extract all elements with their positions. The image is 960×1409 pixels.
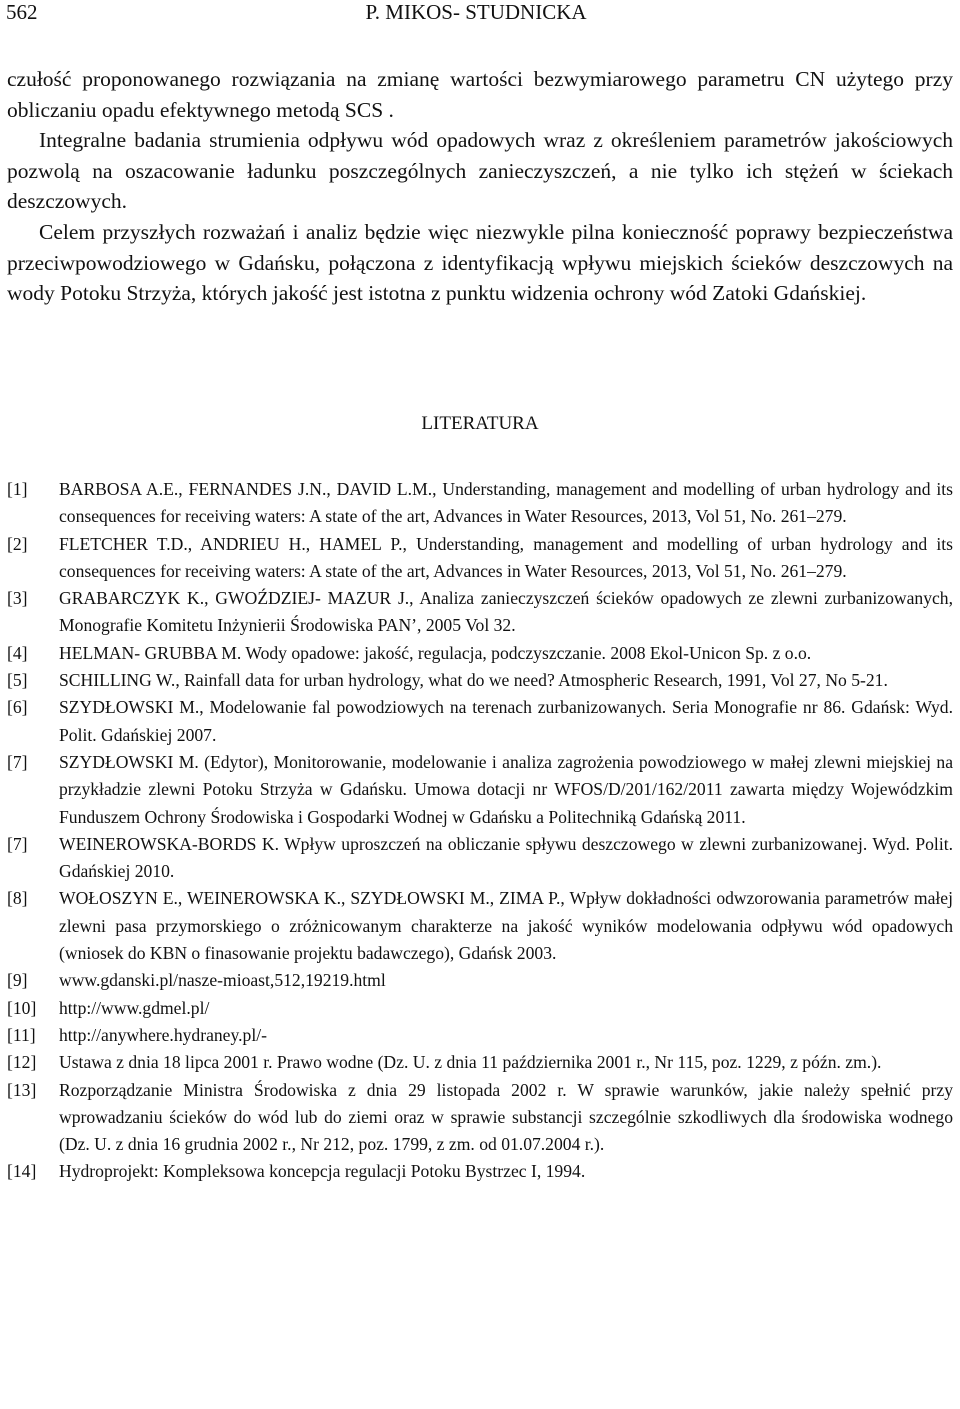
reference-text: WEINEROWSKA-BORDS K. Wpływ uproszczeń na obliczanie spływu deszczowego w zlewni zurbanizowanej. Wyd. Polit. Gdańskiej 2010. — [59, 833, 953, 882]
reference-number: [1] — [7, 479, 28, 499]
paragraph: czułość proponowanego rozwiązania na zmianę wartości bezwymiarowego parametru CN użytego przy obliczaniu opadu efektywnego metodą SCS . — [7, 67, 953, 122]
reference-number: [13] — [7, 1079, 37, 1100]
reference-text: HELMAN- GRUBBA M. Wody opadowe: jakość, regulacja, podczyszczanie. 2008 Ekol-Unicon Sp. z o.o. — [59, 642, 812, 663]
reference-number: [9] — [7, 970, 28, 991]
reference-number: [6] — [7, 697, 28, 718]
reference-item — [7, 476, 953, 531]
reference-item — [7, 1049, 953, 1076]
reference-text: SZYDŁOWSKI M. (Edytor), Monitorowanie, modelowanie i analiza zagrożenia powodziowego w małej zlewni miejskiej na przykładzie zlewni Potoku Strzyża w Gdańsku. Umowa dotacji nr WFOS/D/201/162/2011 zawarta między Wojewódzkim Funduszem Ochrony Środowiska i Gospodarki Wodnej w Gdańsku a Politechniką Gdańską 2011. — [59, 751, 953, 827]
reference-item — [7, 531, 953, 586]
reference-number: [10] — [7, 997, 37, 1018]
reference-text: FLETCHER T.D., ANDRIEU H., HAMEL P., Understanding, management and modelling of urban hydrology and its consequences for receiving waters: A state of the art, Advances in Water Resources, 2013, Vol 51, No. 261–279. — [59, 533, 953, 581]
reference-item — [7, 1077, 953, 1159]
reference-item — [7, 1022, 953, 1049]
reference-link[interactable]: http://www.gdmel.pl/ — [59, 997, 210, 1018]
reference-item — [7, 585, 953, 640]
reference-item — [7, 667, 953, 694]
reference-item — [7, 967, 953, 994]
page-number: 562 — [6, 0, 38, 24]
reference-text: WOŁOSZYN E., WEINEROWSKA K., SZYDŁOWSKI M., ZIMA P., Wpływ dokładności odwzorowania parametrów małej zlewni pasa przymorskiego o zróżnicowanym charakterze na jakość wyników modelowania odpływu wód opadowych (wniosek do KBN o finasowanie projektu badawczego), Gdańsk 2003. — [59, 888, 953, 964]
page-header — [6, 0, 946, 30]
reference-text: BARBOSA A.E., FERNANDES J.N., DAVID L.M., Understanding, management and modelling of urban hydrology and its consequences for receiving waters: A state of the art, Advances in Water Resources, 2013, Vol 51, No. 261–279. — [59, 479, 953, 527]
reference-number: [8] — [7, 888, 28, 909]
reference-number: [12] — [7, 1052, 37, 1073]
reference-number: [5] — [7, 670, 28, 691]
body-text — [7, 64, 953, 309]
reference-item — [7, 885, 953, 967]
reference-number: [3] — [7, 588, 28, 609]
reference-text: Rozporządzanie Ministra Środowiska z dnia 29 listopada 2002 r. W sprawie warunków, jakie należy spełnić przy wprowadzaniu ścieków do wód lub do ziemi oraz w sprawie substancji szczególnie szkodliwych dla środowiska wodnego (Dz. U. z dnia 16 grudnia 2002 r., Nr 212, poz. 1799, z zm. od 01.07.2004 r.). — [59, 1079, 953, 1155]
reference-item — [7, 1158, 953, 1185]
reference-item — [7, 995, 953, 1022]
reference-text: Ustawa z dnia 18 lipca 2001 r. Prawo wodne (Dz. U. z dnia 11 października 2001 r., Nr 115, poz. 1229, z późn. zm.). — [59, 1052, 882, 1073]
paragraph: Celem przyszłych rozważań i analiz będzie więc niezwykle pilna konieczność poprawy bezpieczeństwa przeciwpowodziowego w Gdańsku, połączona z identyfikacją wpływu miejskich ścieków deszczowych na wody Potoku Strzyża, których jakość jest istotna z punktu widzenia ochrony wód Zatoki Gdańskiej. — [7, 219, 953, 306]
reference-number: [7] — [7, 833, 28, 854]
reference-link[interactable]: http://anywhere.hydraney.pl/- — [59, 1024, 267, 1045]
literature-title: LITERATURA — [421, 413, 539, 434]
reference-text: GRABARCZYK K., GWOŹDZIEJ- MAZUR J., Analiza zanieczyszczeń ścieków opadowych ze zlewni zurbanizowanych, Monografie Komitetu Inżynierii Środowiska PAN’, 2005 Vol 32. — [59, 588, 953, 636]
reference-link[interactable]: www.gdanski.pl/nasze-mioast,512,19219.html — [59, 970, 386, 991]
reference-text: SZYDŁOWSKI M., Modelowanie fal powodziowych na terenach zurbanizowanych. Seria Monografie nr 86. Gdańsk: Wyd. Polit. Gdańskiej 2007. — [59, 697, 953, 745]
reference-text: SCHILLING W., Rainfall data for urban hydrology, what do we need? Atmospheric Research, 1991, Vol 27, No 5-21. — [59, 670, 888, 691]
reference-item — [7, 640, 953, 667]
running-head: P. MIKOS- STUDNICKA — [365, 0, 587, 24]
reference-number: [2] — [7, 533, 28, 554]
reference-number: [14] — [7, 1161, 37, 1182]
reference-item — [7, 831, 953, 886]
paragraph: Integralne badania strumienia odpływu wód opadowych wraz z określeniem parametrów jakościowych pozwolą na oszacowanie ładunku poszczególnych zanieczyszczeń, a nie tylko ich stężeń w ściekach deszczowych. — [7, 128, 953, 214]
reference-number: [7] — [7, 751, 28, 772]
reference-number: [11] — [7, 1024, 36, 1045]
reference-item — [7, 694, 953, 749]
reference-number: [4] — [7, 642, 28, 663]
reference-text: Hydroprojekt: Kompleksowa koncepcja regulacji Potoku Bystrzec I, 1994. — [59, 1161, 586, 1182]
reference-list — [7, 476, 953, 1186]
reference-item — [7, 749, 953, 831]
